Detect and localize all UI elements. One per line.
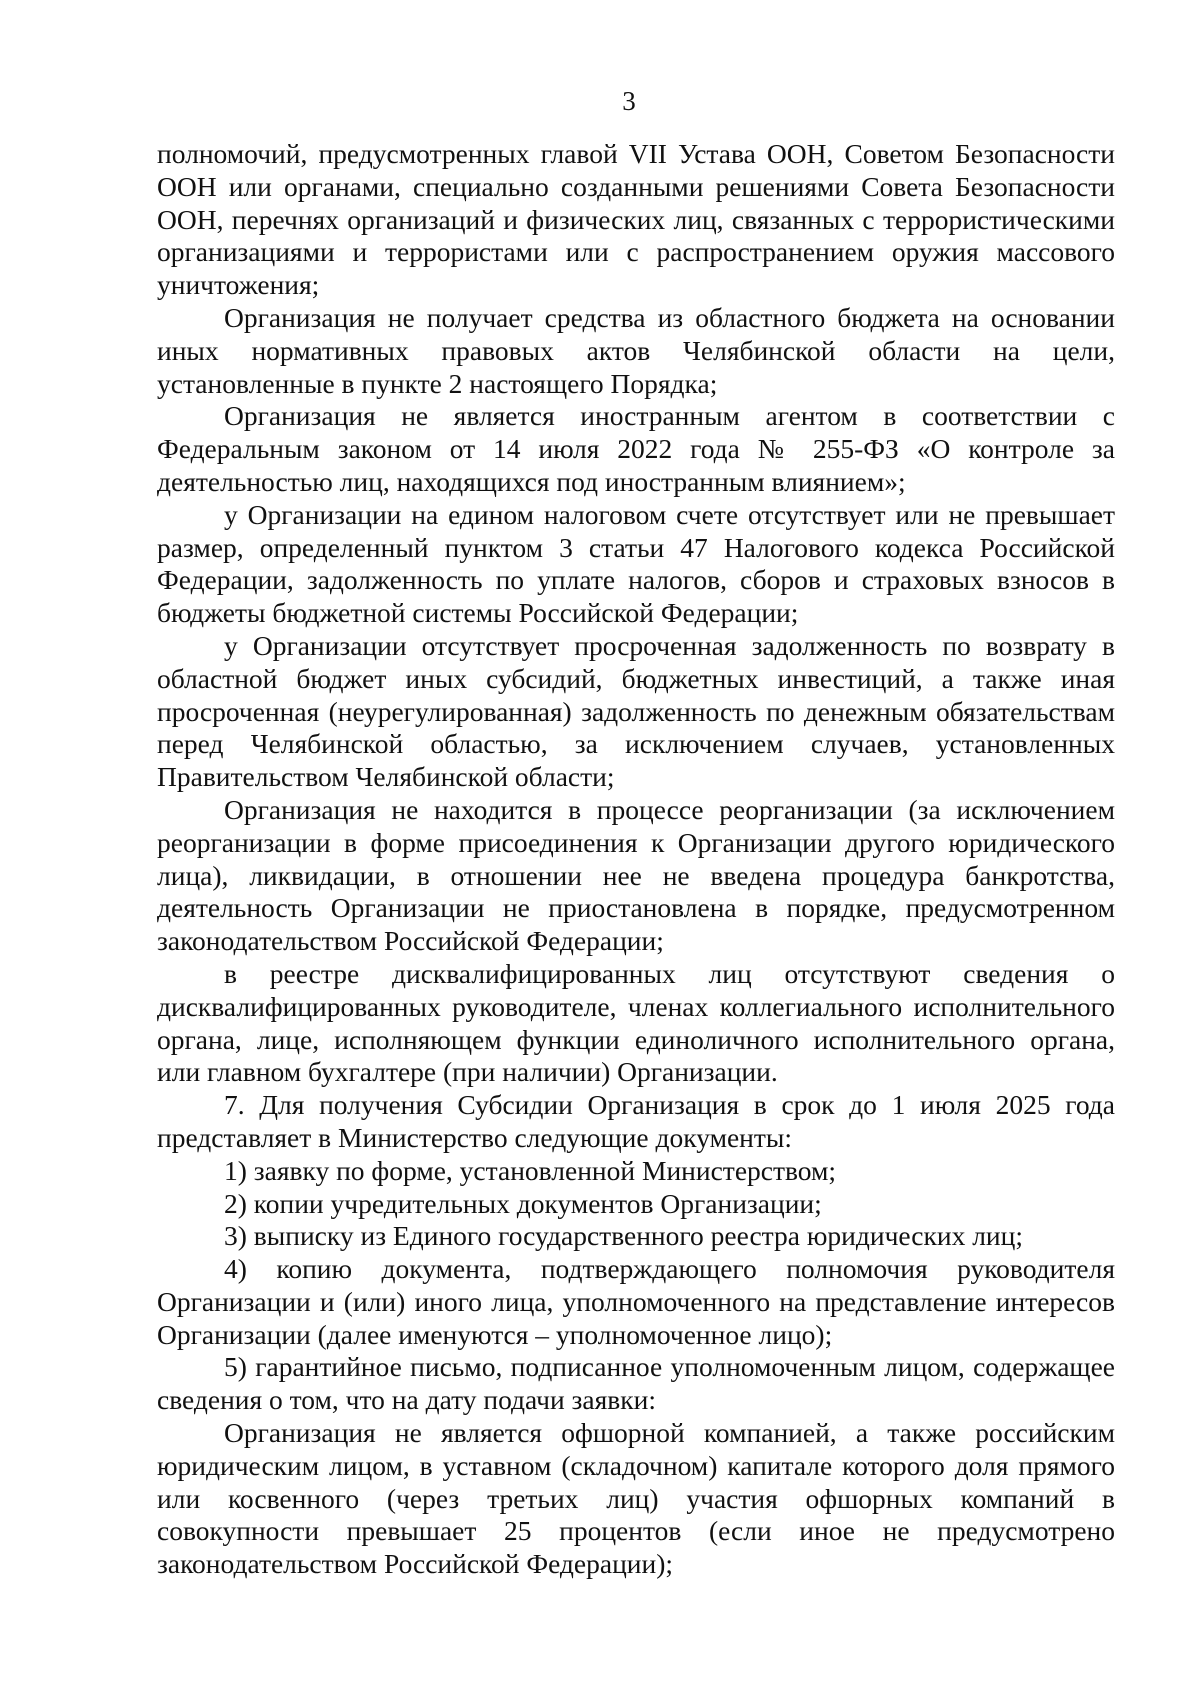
paragraph: у Организации на едином налоговом счете отсутствует или не превышает размер, определенный пунктом 3 статьи 47 Налогового кодекса Российской Федерации, задолженность по уплате налогов, сборов и страховых взносов в бюджеты бюджетной системы Российской Федерации; [157,498,1115,629]
paragraph: полномочий, предусмотренных главой VII Устава ООН, Советом Безопасности ООН или органами, специально созданными решениями Совета Безопасности ООН, перечнях организаций и физических лиц, связанных с террористическими организациями и террористами или с распространением оружия массового уничтожения; [157,138,1115,301]
list-item-2: 2) копии учредительных документов Организации; [224,1187,822,1219]
list-item-1: 1) заявку по форме, установленной Министерством; [224,1154,837,1186]
paragraph: Организация не получает средства из областного бюджета на основании иных нормативных правовых актов Челябинской области на цели, установленные в пункте 2 настоящего Порядка; [157,301,1115,399]
paragraph: Организация не является иностранным агентом в соответствии с Федеральным законом от 14 июля 2022 года № 255-ФЗ «О контроле за деятельностью лиц, находящихся под иностранным влиянием»; [157,400,1115,497]
page-number: 3 [622,86,636,116]
document-body [157,138,1115,1581]
list-item-3: 3) выписку из Единого государственного реестра юридических лиц; [224,1220,1024,1252]
paragraph: в реестре дисквалифицированных лиц отсутствуют сведения о дисквалифицированных руководителе, членах коллегиального исполнительного органа, лице, исполняющем функции единоличного исполнительного органа, или главном бухгалтере (при наличии) Организации. [157,957,1115,1088]
paragraph-clause-7: 7. Для получения Субсидии Организация в срок до 1 июля 2025 года представляет в Министерство следующие документы: [157,1089,1115,1153]
paragraph: Организация не находится в процессе реорганизации (за исключением реорганизации в форме присоединения к Организации другого юридического лица), ликвидации, в отношении нее не введена процедура банкротства, деятельность Организации не приостановлена в порядке, предусмотренном законодательством Российской Федерации; [157,793,1115,957]
paragraph: у Организации отсутствует просроченная задолженность по возврату в областной бюджет иных субсидий, бюджетных инвестиций, а также иная просроченная (неурегулированная) задолженность по денежным обязательствам перед Челябинской областью, за исключением случаев, установленных Правительством Челябинской области; [157,629,1115,793]
list-item-4: 4) копию документа, подтверждающего полномочия руководителя Организации и (или) иного лица, уполномоченного на представление интересов Организации (далее именуются – уполномоченное лицо); [157,1253,1115,1350]
paragraph: Организация не является офшорной компанией, а также российским юридическим лицом, в уставном (складочном) капитале которого доля прямого или косвенного (через третьих лиц) участия офшорных компаний в совокупности превышает 25 процентов (если иное не предусмотрено законодательством Российской Федерации); [157,1417,1115,1580]
list-item-5: 5) гарантийное письмо, подписанное уполномоченным лицом, содержащее сведения о том, что на дату подачи заявки: [157,1351,1115,1416]
